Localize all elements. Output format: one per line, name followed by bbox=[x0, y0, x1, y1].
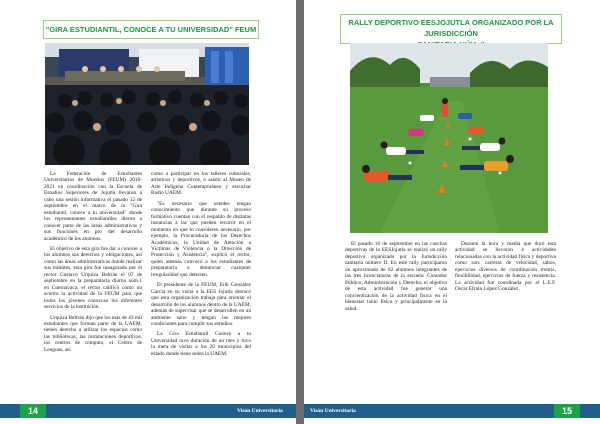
page-number: 15 bbox=[554, 404, 580, 418]
paragraph: El pasado 10 de septiembre en las canchas deportivas de la EESJojutla se realizó un rally deportivo organizado por la Jurisdicción sanitaria número II. En este rally participaron un aproximado de 82 alumnos integrantes de las tres licenciaturas de la escuela: Contador Público, Administración y Derecho, el objetivo de esta actividad fue generar una concientización de la actividad física en el bienestar tanto físico y principalmente en la salud. bbox=[345, 241, 447, 312]
left-article-title bbox=[43, 20, 259, 39]
paragraph: Urquiza Beltrán dijo que los más de 43 mil estudiantes que forman parte de la UAEM, tienen derecho a utilizar los espacios como las bibliotecas, las instalaciones deportivas, los centros de cómputo, el Centro de Lenguas, así bbox=[44, 314, 143, 353]
page-number: 14 bbox=[20, 404, 46, 418]
right-title-line-1: RALLY DEPORTIVO EESJOJUTLA ORGANIZADO POR LA JURISDICCIÓN bbox=[348, 18, 554, 38]
paragraph: El presidente de la FEUM, Erik González García en su visita a la EES Jojutla destacó que esta organización trabaja para orientar el desarrollo de los alumnos dentro de la UAEM, además de supervisar que se desarrollen en un ambiente sano y tengan las mejores condiciones para cumplir sus estudios. bbox=[151, 282, 251, 327]
page-gutter bbox=[296, 0, 304, 424]
paragraph: Durante la hora y media que duró esta actividad se llevaron 4 actividades relacionadas con la actividad física y deportiva como son: carreras de velocidad, saltos, ejercicios diversos de coordinación motriz, flexibilidad, ejercicios de fuerza y resistencia. La actividad fue coordinada por el L.E.F. Oscar Efraín López González. bbox=[455, 241, 556, 293]
auditorium-photo bbox=[45, 43, 249, 165]
paragraph: La Federación de Estudiantes Universitarios de Morelos (FEUM) 2018-2021 en coordinación con la Escuela de Estudios Superiores de Jojutla llevaron a cabo una sesión informativa el pasado 12 de septiembre en el marco de la "Gira estudiantil, conoce a tu universidad" donde los representantes estudiantiles dieron a conocer parte de las áreas administrativas y sus funciones en pro del desarrollo académico de los alumnos. bbox=[44, 171, 142, 242]
left-article-column-1 bbox=[44, 171, 142, 357]
paragraph: El objetivo de esta gira fue dar a conocer a los alumnos sus derechos y obligaciones, así como las áreas administrativas donde realizar sus trámites, esta gira fue inaugurada por el rector Gustavo Urquiza Beltrán el 07 de septiembre en la preparatoria diurna núm.1 en Cuernavaca, el rector calificó como un acierto la actividad de la FEUM para que todos los jóvenes conozcan los diferentes servicios de la institución. bbox=[44, 245, 142, 311]
magazine-name: Visón Universitaria bbox=[310, 408, 356, 414]
left-title-text: "GIRA ESTUDIANTIL, CONOCE A TU UNIVERSIDAD" FEUM bbox=[45, 25, 257, 34]
right-article-title bbox=[340, 14, 562, 44]
left-article-column-2 bbox=[151, 171, 251, 361]
rally-photo bbox=[350, 43, 548, 233]
auditorium-students-icon bbox=[45, 43, 249, 165]
right-article-column-2 bbox=[455, 241, 556, 297]
paragraph: La Gira Estudiantil Conoce a tu Universidad tuvo duración de un mes y tuvo la meta de visitar a los 20 municipios del estado donde tiene sedes la UAEM. bbox=[151, 331, 251, 357]
paragraph: como a participar en los talleres culturales, artísticos y deportivos, o asistir al Museo de Arte Indígena Contemporáneo y escuchar Radio UAEM. bbox=[151, 171, 251, 197]
rally-outdoor-icon bbox=[350, 43, 548, 233]
paragraph: "Es necesario que ustedes tengan conocimiento que durante su proceso formativo cuentan con el respaldo de distintas instancias a las que pueden recurrir en el momento en que lo consideren necesario, por ejemplo, la Procuraduría de los Derechos Académicos, la Unidad de Atención a Víctimas de Violencia o la Dirección de Protección y Asistencia", explicó el rector, quien además convocó a los estudiantes de preparatoria a denunciar cualquier irregularidad que detecten. bbox=[151, 200, 251, 278]
right-article-column-1 bbox=[345, 241, 447, 316]
magazine-name: Visón Universitaria bbox=[237, 408, 283, 414]
